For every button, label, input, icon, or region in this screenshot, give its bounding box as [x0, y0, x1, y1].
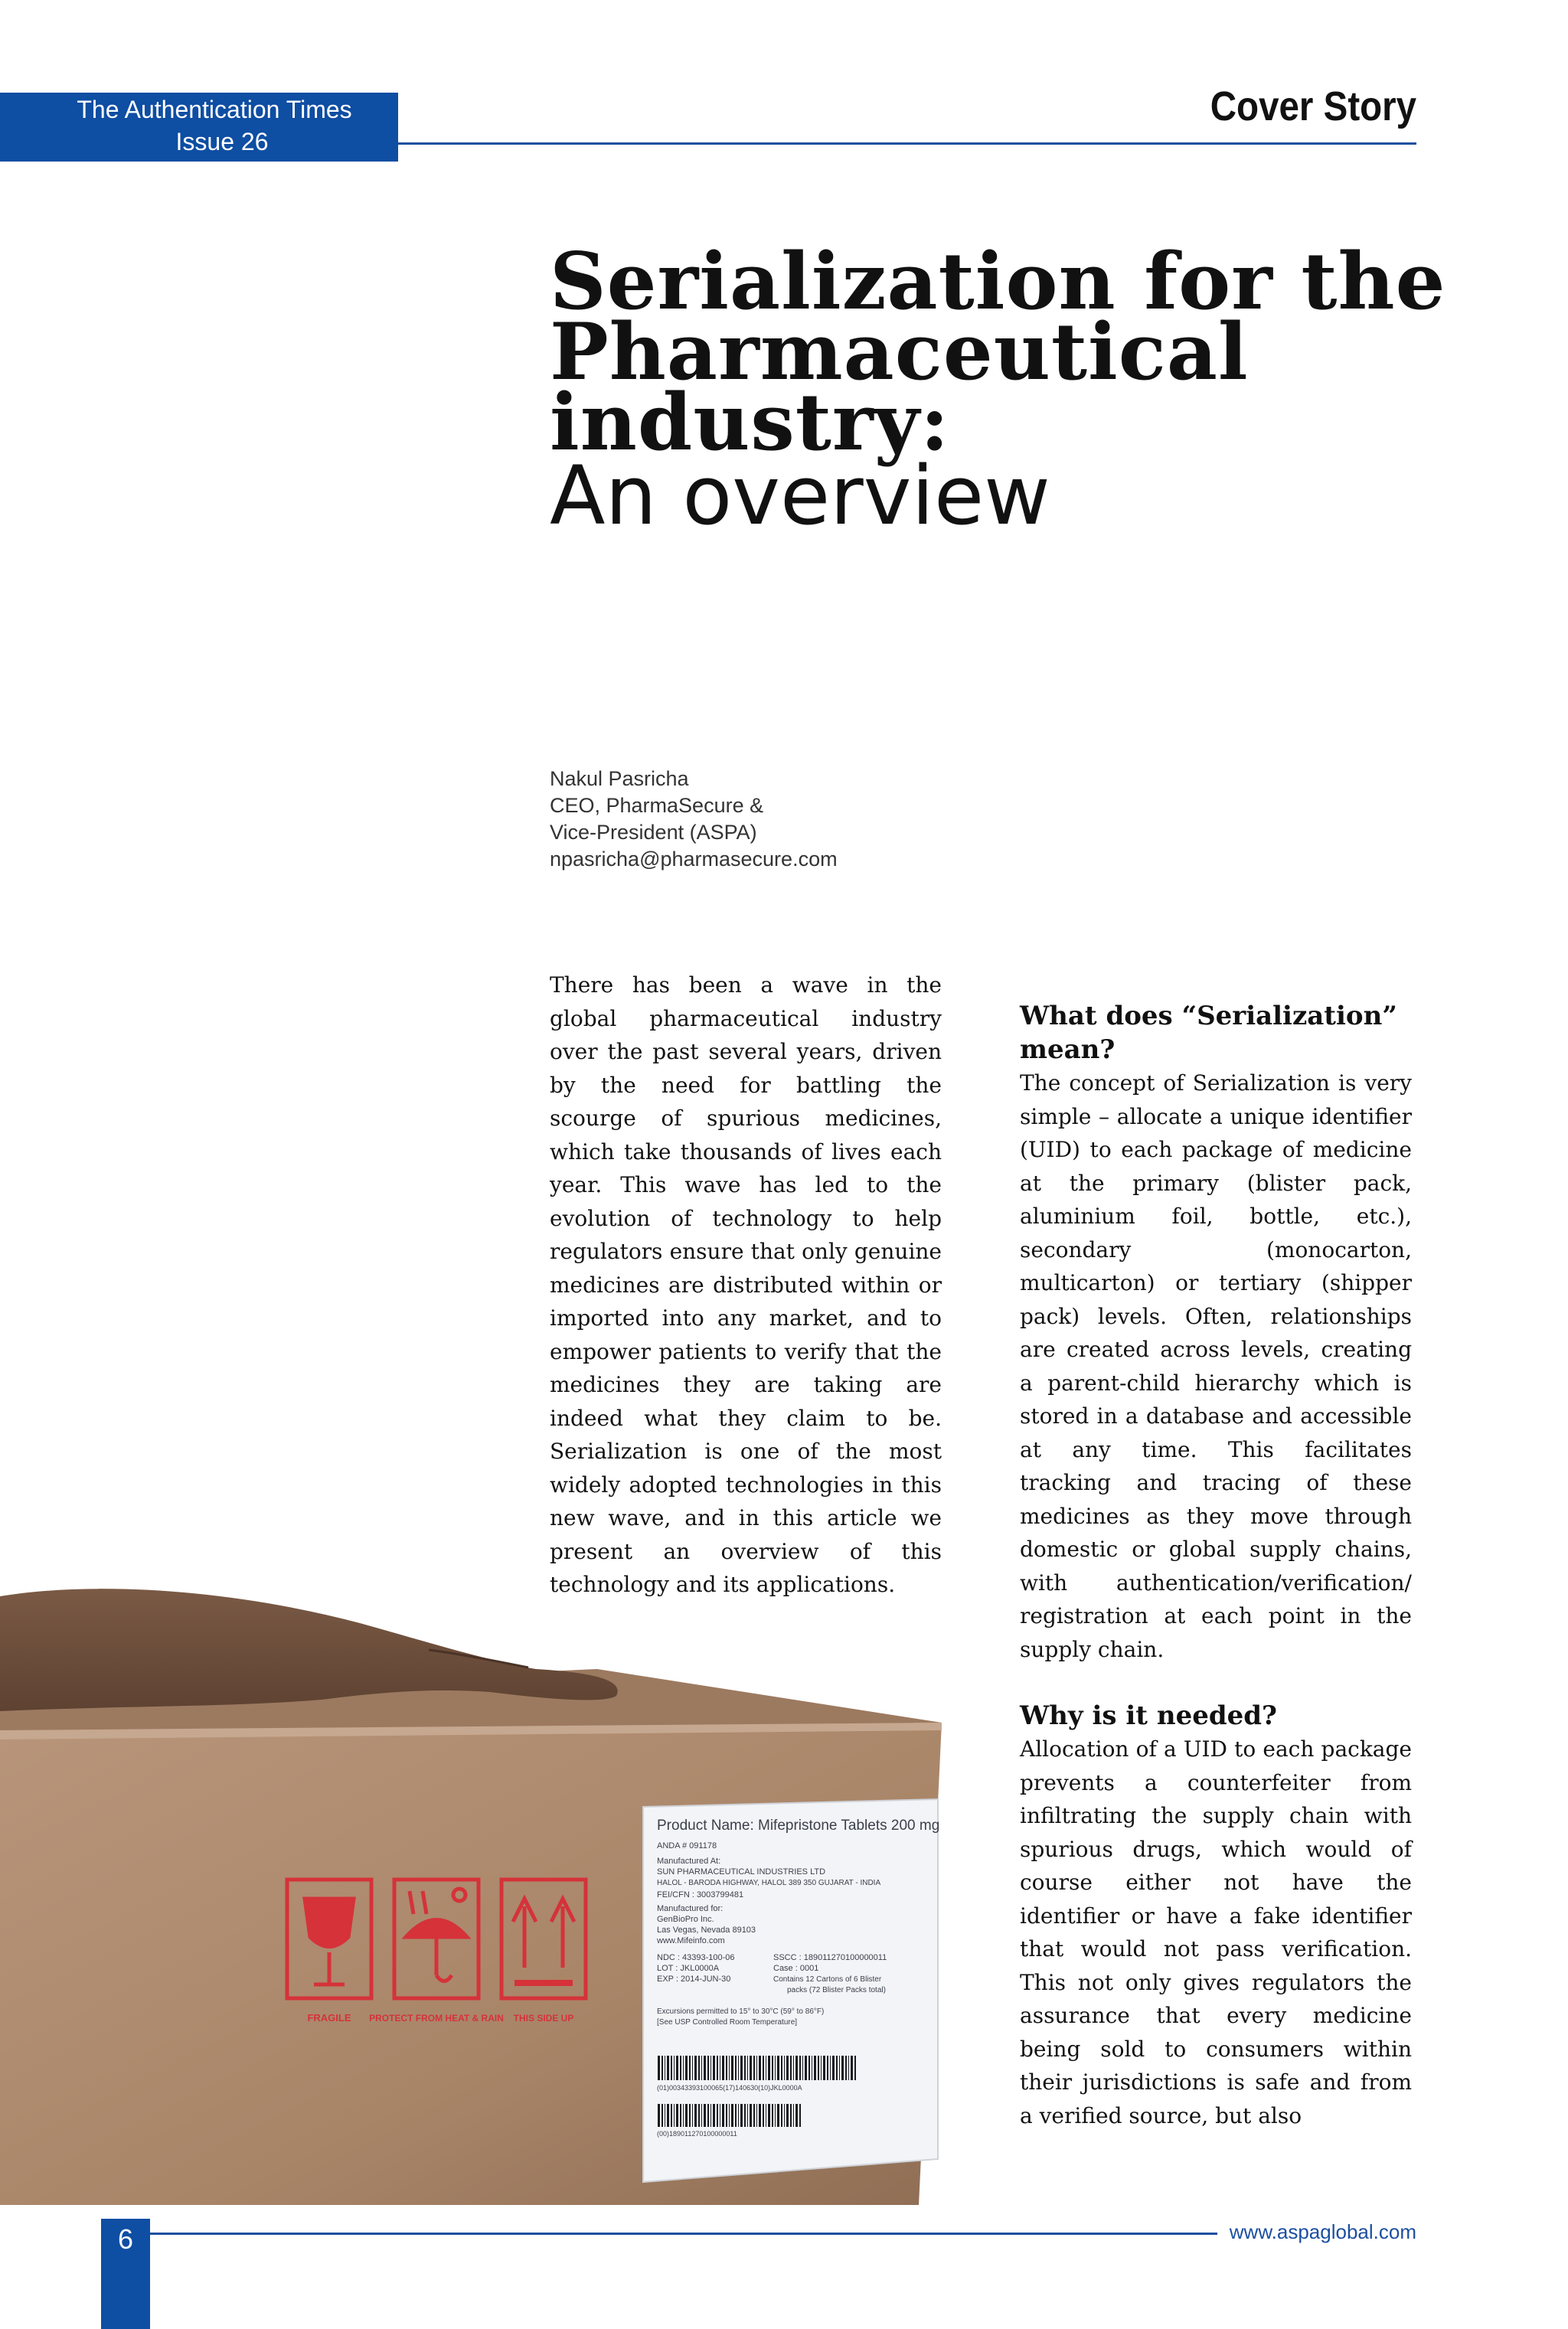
- section-body-why: Allocation of a UID to each package prevents a counterfeiter from infiltrating the supply chain with spurious drugs, which would of course either not have the identifier or have a fake identifier that would not pass verification. This not only gives regulators the assurance that every medicine being sold to consumers within their jurisdictions is safe and from a verified source, but also: [1020, 1736, 1412, 2128]
- article-title: [550, 236, 1545, 543]
- barcode-2: [657, 2104, 802, 2127]
- header-rule: [398, 142, 1416, 145]
- section-body-serialization: The concept of Serialization is very simple – allocate a unique identifier (UID) to each package of medicine at the primary (blister pack, aluminium foil, bottle, etc.), secondary (monocarton, multicarton) or tertiary (shipper pack) levels. Often, relationships are created across levels, creating a parent-child hierarchy which is stored in a database and accessible at any time. This facilitates tracking and tracing of these medicines as they move through domestic or global supply chains, with authentication/verification/ registration at each point in the supply chain.: [1020, 1070, 1412, 1662]
- article-subtitle: An overview: [550, 449, 1050, 543]
- intro-column: [550, 969, 942, 1602]
- author-role-1: CEO, PharmaSecure &: [550, 794, 764, 817]
- label-packs: packs (72 Blister Packs total): [787, 1986, 886, 1994]
- label-mfd-for: Manufactured for:: [657, 1904, 724, 1913]
- label-barcode-1-text: (01)00343393100065(17)140630(10)JKL0000A: [657, 2084, 802, 2092]
- footer-rule: [145, 2233, 1217, 2235]
- label-fei: FEI/CFN : 3003799481: [657, 1890, 744, 1899]
- label-web: www.Mifeinfo.com: [657, 1936, 725, 1945]
- label-product: Product Name: Mifepristone Tablets 200 mg: [657, 1818, 940, 1834]
- publication-name: The Authentication Times: [77, 96, 352, 123]
- intro-paragraph: There has been a wave in the global pharmaceutical industry over the past several years, driven by the need for battling the scourge of spurious medicines, which take thousands of lives each year. This wave has led to the evolution of technology to help regulators ensure that only genuine medicines are distributed within or imported into any market, and to empower patients to verify that the medicines they are taking are indeed what they claim to be. Serialization is one of the most widely adopted technologies in this new wave, and in this article we present an overview of this technology and its applications.: [550, 972, 942, 1597]
- title-line-2: Pharmaceutical: [550, 306, 1249, 398]
- section-heading-why: Why is it needed?: [1020, 1700, 1277, 1731]
- publication-banner: [0, 93, 398, 162]
- hand-icon: [0, 1589, 618, 1711]
- author-email: npasricha@pharmasecure.com: [550, 848, 838, 871]
- website-link: www.aspaglobal.com: [1229, 2220, 1416, 2243]
- shipper-box-photo: [0, 1577, 946, 2205]
- icon-label-fragile: FRAGILE: [307, 2012, 351, 2024]
- label-sscc: SSCC : 189011270100000011: [773, 1953, 887, 1962]
- icon-label-this-side-up: THIS SIDE UP: [513, 2013, 574, 2024]
- label-manufacturer: SUN PHARMACEUTICAL INDUSTRIES LTD: [657, 1867, 826, 1877]
- label-client: GenBioPro Inc.: [657, 1915, 714, 1924]
- title-line-3: industry:: [550, 377, 950, 469]
- icon-label-protect: PROTECT FROM HEAT & RAIN: [369, 2013, 504, 2024]
- barcode-1: [657, 2056, 856, 2080]
- body-column: [1020, 999, 1412, 2132]
- author-name: Nakul Pasricha: [550, 767, 689, 790]
- label-contains: Contains 12 Cartons of 6 Blister: [773, 1975, 882, 1984]
- label-exp: EXP : 2014-JUN-30: [657, 1975, 731, 1984]
- label-barcode-2-text: (00)189011270100000011: [657, 2130, 737, 2138]
- section-heading-serialization: What does “Serialization” mean?: [1020, 1001, 1397, 1065]
- issue-number: Issue 26: [175, 128, 269, 155]
- label-usp: [See USP Controlled Room Temperature]: [657, 2018, 798, 2027]
- label-lot: LOT : JKL0000A: [657, 1964, 720, 1973]
- title-line-1: Serialization for the: [550, 236, 1446, 328]
- label-excursions: Excursions permitted to 15° to 30°C (59° to 86°F): [657, 2007, 825, 2016]
- label-anda: ANDA # 091178: [657, 1841, 717, 1850]
- label-mfd-at: Manufactured At:: [657, 1857, 721, 1866]
- author-role-2: Vice-President (ASPA): [550, 821, 757, 844]
- label-case: Case : 0001: [773, 1964, 819, 1973]
- author-block: [550, 766, 838, 873]
- section-label: Cover Story: [1210, 83, 1416, 129]
- label-city: Las Vegas, Nevada 89103: [657, 1926, 756, 1935]
- label-ndc: NDC : 43393-100-06: [657, 1953, 735, 1962]
- label-address: HALOL - BARODA HIGHWAY, HALOL 389 350 GUJARAT - INDIA: [657, 1879, 881, 1887]
- page-number: 6: [117, 2223, 134, 2255]
